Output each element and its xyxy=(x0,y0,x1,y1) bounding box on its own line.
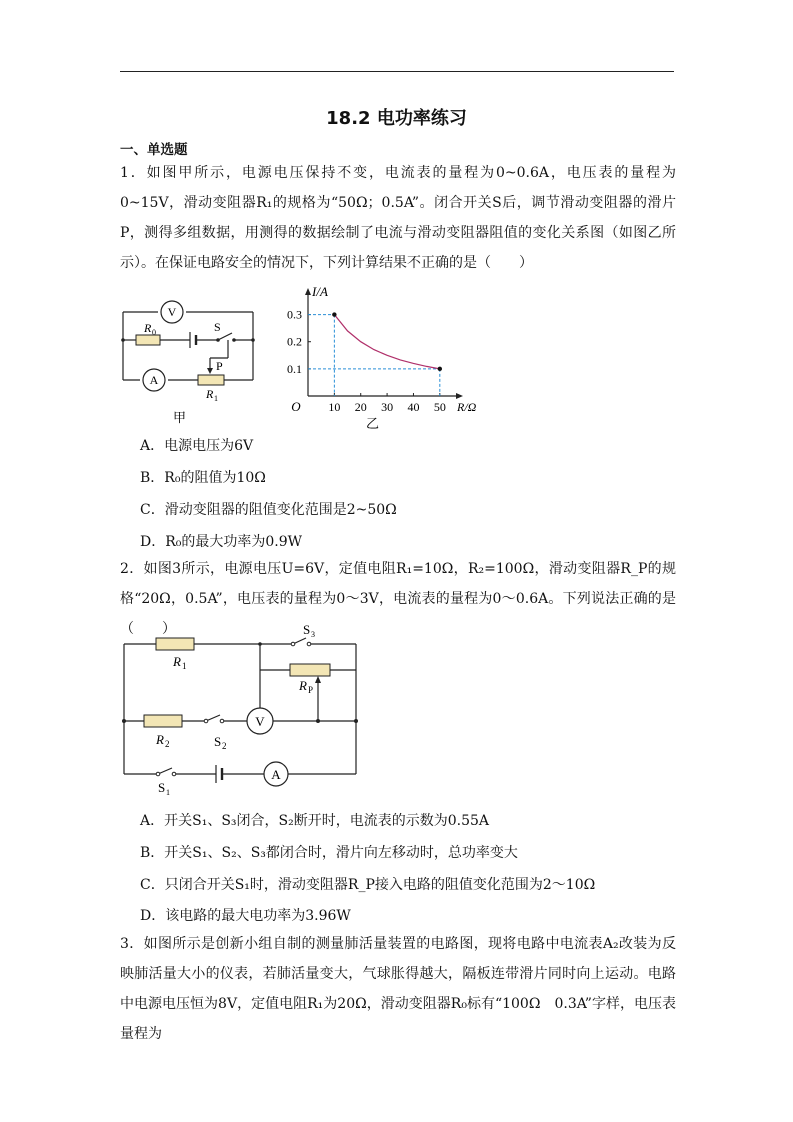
x-axis-arrow xyxy=(456,393,463,399)
q2-option-d: D．该电路的最大电功率为3.96W xyxy=(140,908,351,924)
page-title: 18.2 电功率练习 xyxy=(326,108,467,129)
q2-rp-sub: P xyxy=(308,685,314,695)
data-point xyxy=(332,312,336,316)
x-tick-label: 20 xyxy=(354,400,367,414)
x-tick-label: 10 xyxy=(328,400,341,414)
question-3-text: 3．如图所示是创新小组自制的测量肺活量装置的电路图，现将电路中电流表A₂改装为反映肺活量大小的仪表，若肺活量变大，气球胀得越大，隔板连带滑片同时向上运动。电路中电源电压恒为8V，定值电阻R₁为20Ω，滑动变阻器R₀标有“100Ω 0.3A”字样，电压表量程为 xyxy=(120,936,676,1042)
origin-label: O xyxy=(291,399,301,414)
current-curve xyxy=(334,315,439,369)
switch-s-label: S xyxy=(214,320,221,334)
r1-label: R xyxy=(206,387,214,401)
y-tick-label: 0.3 xyxy=(287,307,302,322)
q2-option-a: A．开关S₁、S₃闭合，S₂断开时，电流表的示数为0.55A xyxy=(140,813,490,829)
figure-yi-caption: 乙 xyxy=(366,416,380,431)
q2-r1-sub: 1 xyxy=(182,661,187,671)
q2-s1-sub: 1 xyxy=(166,788,170,797)
q2-s1-label: S xyxy=(158,780,166,795)
r1-sub: 1 xyxy=(214,394,218,403)
circuit-diagram-jia xyxy=(118,290,268,430)
x-tick-label: 50 xyxy=(433,400,446,414)
ammeter-label: A xyxy=(149,373,159,387)
q2-voltmeter-label: V xyxy=(255,714,265,729)
q1-option-c: C．滑动变阻器的阻值变化范围是2~50Ω xyxy=(140,502,397,518)
x-tick-label: 30 xyxy=(381,400,394,414)
r0-label: R xyxy=(144,321,152,335)
x-axis-label: R/Ω xyxy=(457,400,477,414)
q2-s3-sub: 3 xyxy=(311,630,315,639)
q1-option-a: A．电源电压为6V xyxy=(140,438,254,454)
q2-r2-sub: 2 xyxy=(165,739,170,749)
y-tick-label: 0.1 xyxy=(287,361,302,376)
header-rule xyxy=(120,71,674,72)
q2-r1-label: R xyxy=(173,654,181,669)
voltmeter-label: V xyxy=(167,305,177,319)
r0-sub: 0 xyxy=(152,328,156,337)
current-resistance-chart xyxy=(282,282,477,432)
q2-rp-label: R xyxy=(299,678,307,693)
circuit-diagram-q2 xyxy=(118,620,368,797)
q1-option-b: B．R₀的阻值为10Ω xyxy=(140,470,266,486)
figure-jia-caption: 甲 xyxy=(173,410,187,425)
section-heading: 一、单选题 xyxy=(120,142,188,158)
data-point xyxy=(438,367,442,371)
q2-s2-sub: 2 xyxy=(222,741,227,751)
q2-option-b: B．开关S₁、S₂、S₃都闭合时，滑片向左移动时，总功率变大 xyxy=(140,845,518,861)
question-1-text: 1．如图甲所示，电源电压保持不变，电流表的量程为0~0.6A，电压表的量程为0~15V，滑动变阻器R₁的规格为“50Ω；0.5A”。闭合开关S后，调节滑动变阻器的滑片P，测得多组数据，用测得的数据绘制了电流与滑动变阻器阻值的变化关系图（如图乙所示）。在保证电路安全的情况下，下列计算结果不正确的是（ ） xyxy=(120,165,676,271)
x-tick-label: 40 xyxy=(407,400,420,414)
q2-option-c: C．只闭合开关S₁时，滑动变阻器R_P接入电路的阻值变化范围为2～10Ω xyxy=(140,877,596,893)
slider-p-label: P xyxy=(216,359,223,373)
q2-s2-label: S xyxy=(214,734,222,749)
y-axis-label: I/A xyxy=(312,284,328,299)
y-axis-arrow xyxy=(305,288,311,295)
q2-s3-label: S xyxy=(303,622,311,637)
y-tick-label: 0.2 xyxy=(287,334,302,349)
q2-ammeter-label: A xyxy=(271,767,281,782)
q1-option-d: D．R₀的最大功率为0.9W xyxy=(140,534,303,550)
question-2-text: 2．如图3所示，电源电压U=6V，定值电阻R₁=10Ω，R₂=100Ω，滑动变阻器R_P的规格“20Ω，0.5A”，电压表的量程为0～3V，电流表的量程为0～0.6A。下列说法正确的是（ ） xyxy=(120,561,676,637)
q2-r2-label: R xyxy=(156,732,164,747)
